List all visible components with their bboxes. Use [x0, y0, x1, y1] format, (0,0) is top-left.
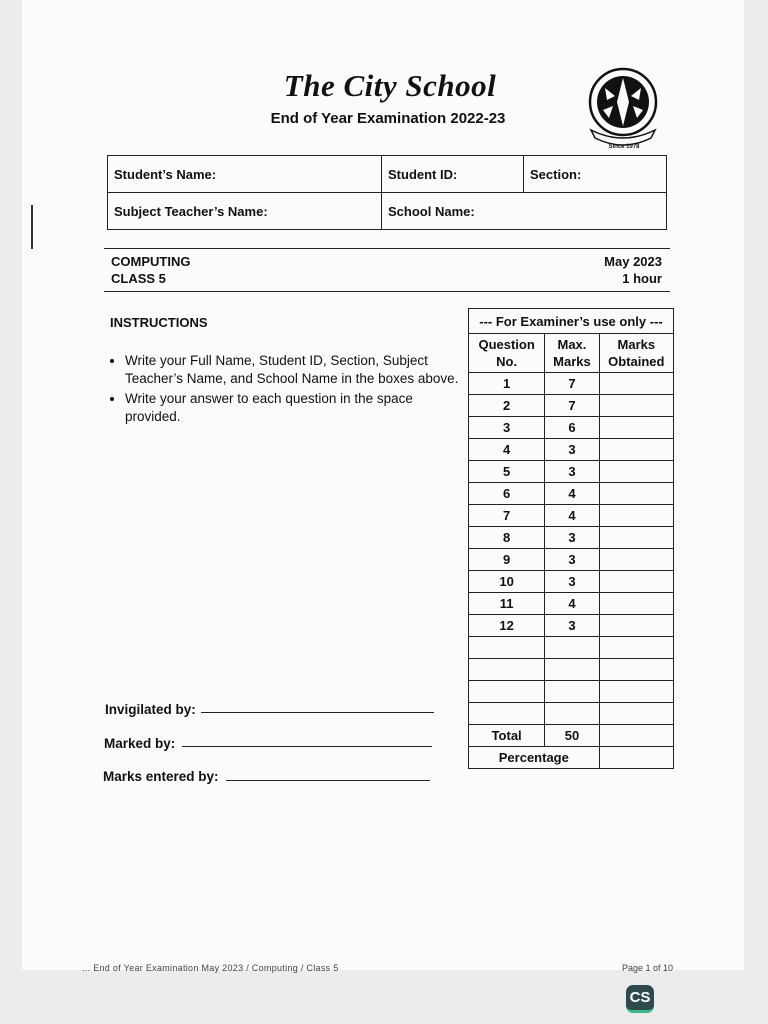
empty-cell: [599, 659, 673, 681]
question-number: 3: [469, 417, 545, 439]
question-no-header: Question No.: [469, 334, 545, 373]
question-max-marks: 4: [545, 483, 599, 505]
percentage-cell[interactable]: [599, 747, 673, 769]
question-row: [469, 527, 674, 549]
question-marks-obtained[interactable]: [599, 395, 673, 417]
teacher-name-field[interactable]: Subject Teacher’s Name:: [108, 193, 382, 230]
question-marks-obtained[interactable]: [599, 461, 673, 483]
question-max-marks: 4: [545, 505, 599, 527]
question-marks-obtained[interactable]: [599, 593, 673, 615]
question-row: [469, 483, 674, 505]
total-obtained-cell[interactable]: [599, 725, 673, 747]
question-max-marks: 6: [545, 417, 599, 439]
marked-label: Marked by:: [104, 736, 176, 751]
invigilated-label: Invigilated by:: [105, 702, 196, 717]
instructions-list: [105, 352, 465, 428]
camscanner-badge-icon: CS: [626, 985, 654, 1013]
total-label: Total: [469, 725, 545, 747]
empty-cell: [469, 637, 545, 659]
question-max-marks: 3: [545, 527, 599, 549]
question-max-marks: 3: [545, 461, 599, 483]
marked-signature-line[interactable]: [182, 746, 432, 747]
question-marks-obtained[interactable]: [599, 417, 673, 439]
question-number: 9: [469, 549, 545, 571]
school-logo-icon: [585, 66, 661, 156]
question-marks-obtained[interactable]: [599, 571, 673, 593]
empty-cell: [599, 637, 673, 659]
instruction-item: • Write your Full Name, Student ID, Section, Subject Teacher’s Name, and School Name in the boxes above.: [125, 352, 465, 388]
question-marks-obtained[interactable]: [599, 373, 673, 395]
subject-name: COMPUTING: [111, 254, 191, 269]
subject-top-rule: [104, 248, 670, 249]
question-row: [469, 373, 674, 395]
question-row: [469, 571, 674, 593]
empty-cell: [545, 703, 599, 725]
instruction-item: • Write your answer to each question in the space provided.: [125, 390, 465, 426]
question-number: 2: [469, 395, 545, 417]
question-max-marks: 3: [545, 439, 599, 461]
question-max-marks: 3: [545, 571, 599, 593]
question-marks-obtained[interactable]: [599, 527, 673, 549]
question-number: 1: [469, 373, 545, 395]
empty-cell: [599, 681, 673, 703]
class-name: CLASS 5: [111, 271, 166, 286]
question-row: [469, 549, 674, 571]
question-number: 7: [469, 505, 545, 527]
question-max-marks: 4: [545, 593, 599, 615]
logo-since-text: Since 1978: [608, 144, 640, 150]
exam-duration: 1 hour: [622, 271, 662, 286]
question-marks-obtained[interactable]: [599, 615, 673, 637]
section-field[interactable]: Section:: [524, 156, 667, 193]
question-number: 4: [469, 439, 545, 461]
instructions-heading: INSTRUCTIONS: [110, 315, 208, 330]
percentage-label: Percentage: [469, 747, 600, 769]
question-number: 12: [469, 615, 545, 637]
question-row: [469, 593, 674, 615]
empty-cell: [469, 681, 545, 703]
question-row: [469, 461, 674, 483]
question-row: [469, 417, 674, 439]
marks-entered-signature-line[interactable]: [226, 780, 430, 781]
question-number: 8: [469, 527, 545, 549]
subject-bottom-rule: [104, 291, 670, 292]
student-info-table: [107, 155, 667, 230]
empty-cell: [469, 703, 545, 725]
question-max-marks: 7: [545, 373, 599, 395]
school-name-field[interactable]: School Name:: [382, 193, 667, 230]
examiner-table: [468, 308, 674, 769]
question-row: [469, 615, 674, 637]
empty-cell: [469, 659, 545, 681]
invigilated-signature-line[interactable]: [201, 712, 434, 713]
marks-obtained-header: Marks Obtained: [599, 334, 673, 373]
question-max-marks: 7: [545, 395, 599, 417]
question-number: 5: [469, 461, 545, 483]
question-max-marks: 3: [545, 549, 599, 571]
student-name-field[interactable]: Student’s Name:: [108, 156, 382, 193]
empty-cell: [599, 703, 673, 725]
empty-cell: [545, 681, 599, 703]
question-number: 11: [469, 593, 545, 615]
question-marks-obtained[interactable]: [599, 483, 673, 505]
question-row: [469, 505, 674, 527]
page-number: Page 1 of 10: [622, 963, 674, 973]
question-marks-obtained[interactable]: [599, 439, 673, 461]
empty-cell: [545, 659, 599, 681]
examiner-table-title: --- For Examiner’s use only ---: [469, 309, 674, 334]
exam-date: May 2023: [604, 254, 662, 269]
student-id-field[interactable]: Student ID:: [382, 156, 524, 193]
question-row: [469, 395, 674, 417]
question-marks-obtained[interactable]: [599, 505, 673, 527]
exam-title: End of Year Examination 2022-23: [270, 110, 506, 127]
question-number: 10: [469, 571, 545, 593]
page-footer: ... End of Year Examination May 2023 / Computing / Class 5: [82, 963, 339, 973]
school-title: The City School: [283, 68, 497, 103]
scan-margin-mark: [31, 205, 33, 249]
empty-cell: [545, 637, 599, 659]
marks-entered-label: Marks entered by:: [103, 769, 219, 784]
question-number: 6: [469, 483, 545, 505]
total-max-marks: 50: [545, 725, 599, 747]
question-row: [469, 439, 674, 461]
max-marks-header: Max. Marks: [545, 334, 599, 373]
question-marks-obtained[interactable]: [599, 549, 673, 571]
question-max-marks: 3: [545, 615, 599, 637]
